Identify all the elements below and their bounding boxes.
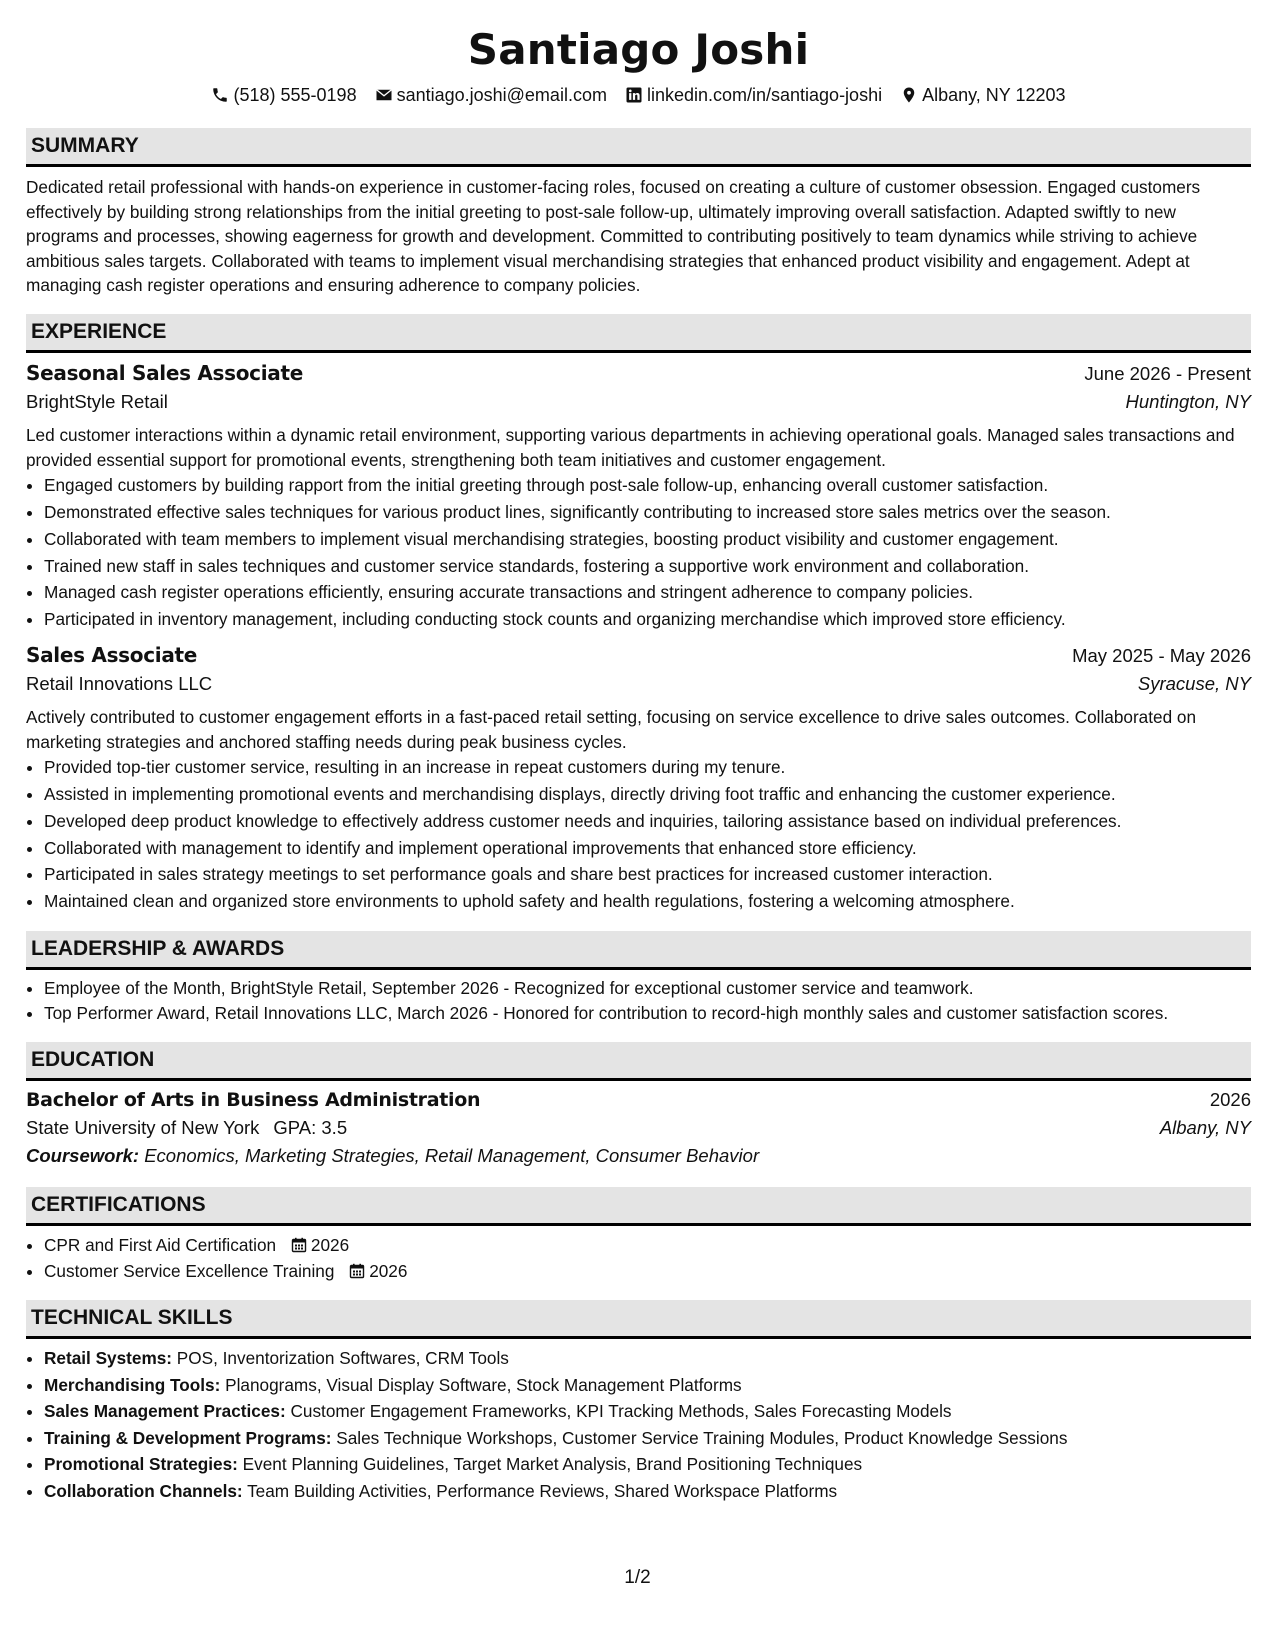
coursework-text: Economics, Marketing Strategies, Retail Management, Consumer Behavior	[144, 1144, 760, 1166]
skill-value: Customer Engagement Frameworks, KPI Tracking Methods, Sales Forecasting Models	[290, 1401, 952, 1422]
job-title-row	[26, 643, 1251, 667]
cert-year: 2026	[369, 1260, 408, 1281]
gpa: GPA: 3.5	[273, 1116, 348, 1138]
coursework	[26, 1145, 1251, 1167]
job-company: BrightStyle Retail	[26, 390, 168, 412]
degree-row	[26, 1089, 1251, 1111]
job-bullets	[26, 472, 1251, 633]
school-info	[26, 1117, 347, 1139]
list-item: • Provided top-tier customer service, resulting in an increase in repeat customers during my tenure.	[44, 754, 1251, 781]
job-title: Seasonal Sales Associate	[26, 360, 304, 385]
job-location: Huntington, NY	[1125, 390, 1251, 412]
job-company-row	[26, 673, 1251, 695]
section-heading-experience: EXPERIENCE	[26, 314, 1251, 353]
job-title-row	[26, 361, 1251, 385]
list-item	[44, 1425, 1251, 1452]
skills-list	[26, 1345, 1251, 1505]
education-entry	[26, 1089, 1251, 1167]
job-entry	[26, 361, 1251, 633]
job-location: Syracuse, NY	[1137, 672, 1251, 694]
list-item: • Participated in sales strategy meetings to set performance goals and share best practices for increased customer interaction.	[44, 861, 1251, 888]
summary-text: Dedicated retail professional with hands-on experience in customer-facing roles, focused on creating a culture of customer obsession. Engaged customers effectively by building strong relationships from the initial greeting to post-sale follow-up, ultimately improving overall satisfaction. Adapted swiftly to new programs and processes, showing eagerness for growth and development. Committed to contributing positively to team dynamics while striving to achieve ambitious sales targets. Collaborated with teams to implement visual merchandising strategies that enhanced product visibility and engagement. Adept at managing cash register operations and ensuring adherence to company policies.	[26, 177, 1201, 296]
section-heading-awards: LEADERSHIP & AWARDS	[26, 931, 1251, 970]
list-item: • Maintained clean and organized store environments to uphold safety and health regulations, fostering a welcoming atmosphere.	[44, 888, 1251, 915]
email-text[interactable]: santiago.joshi@email.com	[396, 85, 607, 105]
cert-name: CPR and First Aid Certification	[44, 1234, 277, 1255]
list-item: • Top Performer Award, Retail Innovations LLC, March 2026 - Honored for contribution to record-high monthly sales and customer satisfaction scores.	[44, 1001, 1251, 1026]
skill-label: Merchandising Tools:	[44, 1374, 221, 1395]
location-text: Albany, NY 12203	[922, 85, 1066, 105]
skill-label: Sales Management Practices:	[44, 1401, 286, 1422]
list-item: • Participated in inventory management, including conducting stock counts and organizing merchandise which improved store efficiency.	[44, 606, 1251, 633]
list-item: • Demonstrated effective sales techniques for various product lines, significantly contributing to increased store sales metrics over the season.	[44, 499, 1251, 526]
contact-phone	[211, 84, 356, 106]
linkedin-text[interactable]: linkedin.com/in/santiago-joshi	[646, 85, 883, 105]
envelope-icon	[375, 86, 393, 104]
contact-email[interactable]	[375, 84, 607, 106]
skill-label: Promotional Strategies:	[44, 1454, 238, 1475]
skill-label: Retail Systems:	[44, 1347, 173, 1368]
job-entry	[26, 643, 1251, 915]
job-dates: May 2025 - May 2026	[1072, 644, 1251, 666]
list-item: • Employee of the Month, BrightStyle Retail, September 2026 - Recognized for exceptional customer service and teamwork.	[44, 976, 1251, 1001]
list-item	[44, 1232, 1251, 1258]
list-item: • Trained new staff in sales techniques and customer service standards, fostering a supportive work environment and collaboration.	[44, 553, 1251, 580]
contact-location	[900, 84, 1065, 106]
phone-icon	[211, 86, 229, 104]
school-location: Albany, NY	[1159, 1116, 1251, 1138]
list-item: • Collaborated with management to identify and implement operational improvements that enhanced store efficiency.	[44, 835, 1251, 862]
calendar-icon	[291, 1237, 307, 1253]
section-heading-certifications: CERTIFICATIONS	[26, 1187, 1251, 1226]
degree-title: Bachelor of Arts in Business Administration	[26, 1088, 481, 1111]
section-heading-education: EDUCATION	[26, 1042, 1251, 1081]
list-item	[44, 1345, 1251, 1372]
page-number: 1/2	[624, 1567, 651, 1588]
job-bullets	[26, 754, 1251, 915]
list-item: • Engaged customers by building rapport from the initial greeting through post-sale follow-up, enhancing overall customer satisfaction.	[44, 472, 1251, 499]
skill-value: POS, Inventorization Softwares, CRM Tools	[176, 1347, 509, 1368]
linkedin-icon	[625, 86, 643, 104]
school-name: State University of New York	[26, 1116, 260, 1138]
skill-value: Sales Technique Workshops, Customer Service Training Modules, Product Knowledge Sessions	[336, 1427, 1068, 1448]
list-item	[44, 1258, 1251, 1284]
section-heading-summary: SUMMARY	[26, 128, 1251, 167]
list-item: • Managed cash register operations efficiently, ensuring accurate transactions and stringent adherence to company policies.	[44, 579, 1251, 606]
calendar-icon	[349, 1263, 365, 1279]
phone-text: (518) 555-0198	[233, 85, 357, 105]
degree-year: 2026	[1209, 1088, 1251, 1110]
school-row	[26, 1117, 1251, 1139]
job-description: Actively contributed to customer engagement efforts in a fast-paced retail setting, focusing on service excellence to drive sales outcomes. Collaborated on marketing strategies and anchored staffing needs during peak business cycles.	[26, 706, 1197, 752]
job-company-row	[26, 391, 1251, 413]
cert-year: 2026	[310, 1234, 350, 1255]
candidate-name: Santiago Joshi	[467, 25, 810, 74]
job-company: Retail Innovations LLC	[26, 672, 213, 694]
coursework-label: Coursework:	[26, 1144, 140, 1166]
job-description: Led customer interactions within a dynamic retail environment, supporting various departments in achieving operational goals. Managed sales transactions and provided essential support for promotional events, strengthening both team initiatives and customer engagement.	[26, 424, 1235, 470]
section-heading-skills: TECHNICAL SKILLS	[26, 1300, 1251, 1339]
list-item: • Assisted in implementing promotional events and merchandising displays, directly driving foot traffic and enhancing the customer experience.	[44, 781, 1251, 808]
list-item: • Collaborated with team members to implement visual merchandising strategies, boosting product visibility and customer engagement.	[44, 526, 1251, 553]
contact-bar	[26, 84, 1251, 106]
list-item: • Developed deep product knowledge to effectively address customer needs and inquiries, tailoring assistance based on individual preferences.	[44, 808, 1251, 835]
awards-list	[26, 976, 1251, 1026]
map-pin-icon	[900, 86, 918, 104]
list-item	[44, 1451, 1251, 1478]
skill-label: Collaboration Channels:	[44, 1480, 243, 1501]
list-item	[44, 1398, 1251, 1425]
list-item	[44, 1372, 1251, 1399]
contact-linkedin[interactable]	[625, 84, 882, 106]
list-item	[44, 1478, 1251, 1505]
skill-value: Event Planning Guidelines, Target Market Analysis, Brand Positioning Techniques	[242, 1454, 863, 1475]
certifications-list	[26, 1232, 1251, 1284]
resume-page	[26, 0, 1251, 1504]
skill-value: Team Building Activities, Performance Reviews, Shared Workspace Platforms	[247, 1480, 838, 1501]
job-dates: June 2026 - Present	[1084, 362, 1251, 384]
skill-value: Planograms, Visual Display Software, Stock Management Platforms	[225, 1374, 742, 1395]
cert-name: Customer Service Excellence Training	[44, 1260, 335, 1281]
skill-label: Training & Development Programs:	[44, 1427, 332, 1448]
job-title: Sales Associate	[26, 642, 198, 667]
